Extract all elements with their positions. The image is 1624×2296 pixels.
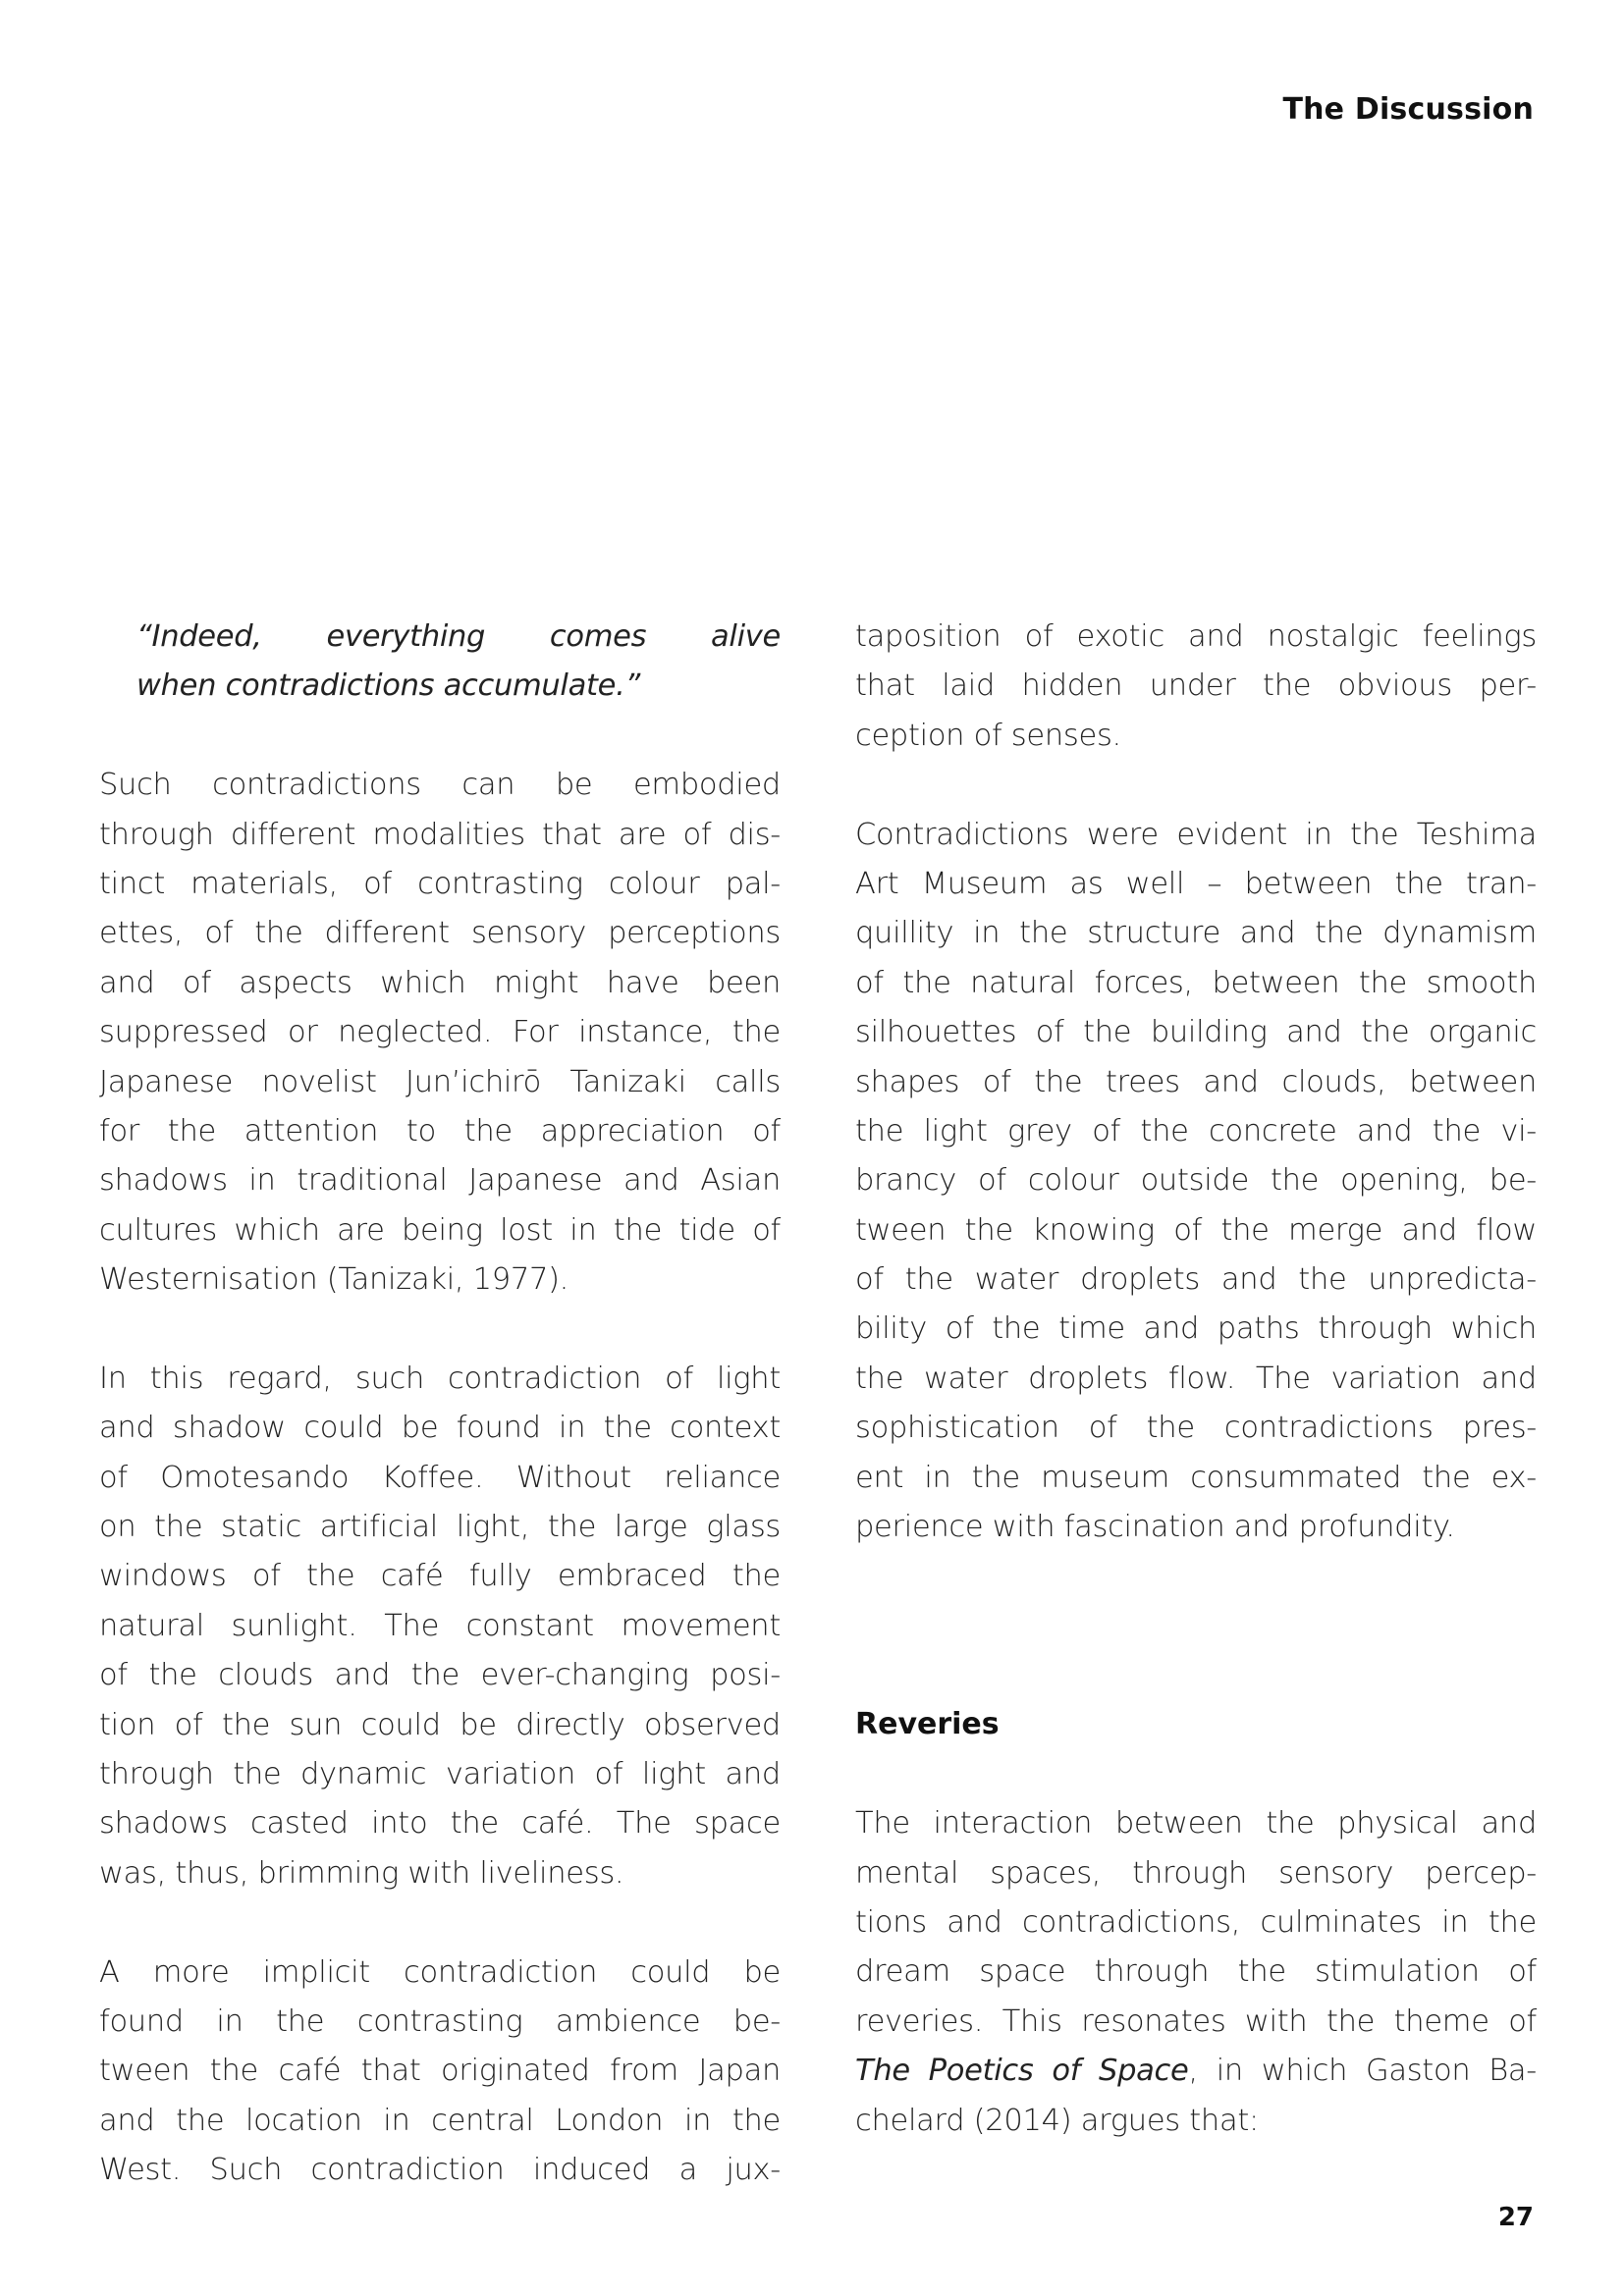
text-line: of Omotesando Koffee. Without reliance (99, 1460, 781, 1495)
paragraph-contradictions (99, 761, 781, 1305)
text-line: suppressed or neglected. For instance, the (99, 1015, 781, 1050)
paragraph-light-shadow (99, 1355, 781, 1898)
text-line: tinct materials, of contrasting colour pal- (99, 866, 781, 901)
text-line: Westernisation (Tanizaki, 1977). (99, 1262, 569, 1298)
text-line: of the clouds and the ever-changing posi- (99, 1658, 781, 1693)
text-line: chelard (2014) argues that: (855, 2103, 1259, 2138)
text-line: of the water droplets and the unpredicta- (855, 1262, 1537, 1298)
epigraph-quote (136, 613, 781, 712)
text-line: and of aspects which might have been (99, 965, 781, 1000)
right-column (855, 613, 1537, 2146)
text-line: In this regard, such contradiction of light (99, 1361, 781, 1396)
text-line: A more implicit contradiction could be (99, 1954, 781, 1990)
text-line: perience with fascination and profundity. (855, 1510, 1455, 1545)
quote-line: when contradictions accumulate.” (136, 668, 641, 704)
text-line: through the dynamic variation of light and (99, 1756, 781, 1791)
quote-line: “Indeed, everything comes alive (136, 619, 781, 654)
text-line: dream space through the stimulation of (855, 1954, 1537, 1990)
text-line: was, thus, brimming with liveliness. (99, 1855, 624, 1891)
text-line: on the static artificial light, the large glass (99, 1510, 781, 1545)
running-header: The Discussion (1282, 92, 1534, 127)
text-line: ception of senses. (855, 718, 1121, 753)
text-line: West. Such contradiction induced a jux- (99, 2153, 781, 2188)
text-line: ettes, of the different sensory perceptions (99, 916, 781, 951)
text-line: and the location in central London in the (99, 2103, 781, 2138)
text-line: Contradictions were evident in the Teshima (855, 817, 1537, 852)
paragraph-reveries (855, 1799, 1537, 2146)
left-column (99, 613, 781, 2196)
page-number: 27 (1497, 2203, 1534, 2232)
text-line: quillity in the structure and the dynamism (855, 916, 1537, 951)
book-title: The Poetics of Space (855, 2054, 1189, 2089)
text-line: mental spaces, through sensory percep- (855, 1855, 1537, 1891)
text-line-with-title (855, 2047, 1537, 2096)
text-line: Art Museum as well – between the tran- (855, 866, 1537, 901)
paragraph-juxtaposition (855, 613, 1537, 761)
text-line: windows of the café fully embraced the (99, 1559, 781, 1594)
text-line: the light grey of the concrete and the vi- (855, 1113, 1537, 1148)
text-line: tion of the sun could be directly observed (99, 1707, 781, 1742)
text-fragment: , in which Gaston Ba- (1188, 2054, 1537, 2089)
text-line: through different modalities that are of dis- (99, 817, 781, 852)
text-line: tween the knowing of the merge and flow (855, 1212, 1537, 1248)
text-line: ent in the museum consummated the ex- (855, 1460, 1537, 1495)
paragraph-teshima (855, 811, 1537, 1553)
text-line: brancy of colour outside the opening, be- (855, 1163, 1537, 1199)
text-line: found in the contrasting ambience be- (99, 2003, 781, 2039)
text-line: Such contradictions can be embodied (99, 768, 781, 803)
text-line: cultures which are being lost in the tide of (99, 1212, 781, 1248)
text-line: for the attention to the appreciation of (99, 1113, 781, 1148)
text-line: shadows in traditional Japanese and Asian (99, 1163, 781, 1199)
text-line: tween the café that originated from Japan (99, 2054, 781, 2089)
text-line: sophistication of the contradictions pres- (855, 1411, 1537, 1446)
text-line: bility of the time and paths through which (855, 1311, 1537, 1347)
text-line: shadows casted into the café. The space (99, 1806, 781, 1842)
text-line: tions and contradictions, culminates in the (855, 1905, 1537, 1940)
text-line: the water droplets flow. The variation and (855, 1361, 1537, 1396)
text-line: shapes of the trees and clouds, between (855, 1064, 1537, 1099)
section-heading-reveries: Reveries (855, 1707, 1000, 1742)
paragraph-implicit-contradiction (99, 1949, 781, 2196)
text-line: silhouettes of the building and the organic (855, 1015, 1537, 1050)
text-line: that laid hidden under the obvious per- (855, 668, 1537, 704)
text-line: of the natural forces, between the smooth (855, 965, 1537, 1000)
text-line: and shadow could be found in the context (99, 1411, 781, 1446)
text-line: The interaction between the physical and (855, 1806, 1537, 1842)
text-line: taposition of exotic and nostalgic feelings (855, 619, 1537, 654)
text-line: natural sunlight. The constant movement (99, 1608, 781, 1643)
text-line: Japanese novelist Jun’ichirō Tanizaki calls (99, 1064, 781, 1099)
text-line: reveries. This resonates with the theme of (855, 2003, 1537, 2039)
